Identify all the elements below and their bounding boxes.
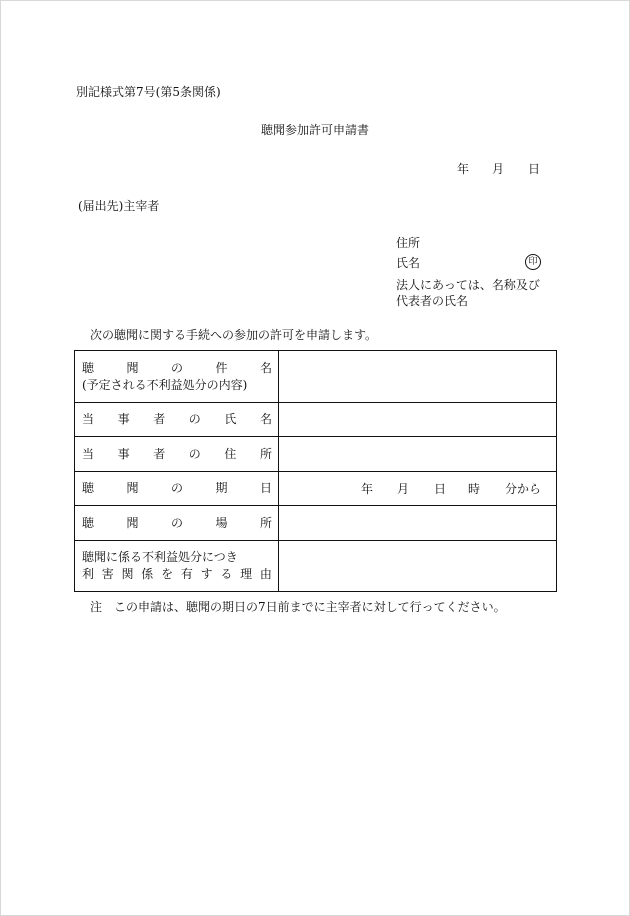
label-char: の bbox=[170, 515, 183, 530]
date-day-label: 日 bbox=[528, 162, 541, 176]
label-party-address bbox=[75, 437, 279, 472]
label-char: 当 bbox=[82, 412, 95, 426]
table-row-hearing-date bbox=[75, 472, 557, 506]
applicant-address-label: 住所 bbox=[396, 236, 421, 250]
label-interest-reason-line-2 bbox=[82, 566, 272, 583]
label-char: 係 bbox=[141, 567, 154, 581]
footer-note: 注 この申請は、聴聞の期日の7日前までに主宰者に対して行ってください。 bbox=[90, 600, 506, 614]
label-char: 聴 bbox=[82, 515, 95, 530]
label-char: 有 bbox=[180, 567, 193, 581]
label-char: の bbox=[188, 412, 201, 426]
label-char: 害 bbox=[101, 567, 114, 581]
date-month-label: 月 bbox=[492, 162, 505, 176]
label-char: 所 bbox=[259, 515, 272, 530]
label-char: 住 bbox=[224, 446, 237, 461]
label-char: 者 bbox=[153, 446, 166, 461]
table-row-party-address bbox=[75, 437, 557, 472]
field-hearing-subject[interactable] bbox=[279, 351, 557, 403]
field-interest-reason[interactable] bbox=[279, 541, 557, 592]
label-char: 関 bbox=[121, 567, 134, 581]
label-char: 者 bbox=[153, 412, 166, 426]
field-hearing-datetime[interactable] bbox=[279, 472, 557, 506]
seal-mark-icon: 印 bbox=[525, 254, 541, 270]
table-row-hearing-place bbox=[75, 506, 557, 541]
label-char: 理 bbox=[240, 567, 253, 581]
label-char: 聞 bbox=[126, 515, 139, 530]
date-year-label: 年 bbox=[457, 162, 470, 176]
label-char: 氏 bbox=[224, 412, 237, 426]
form-reference: 別記様式第7号(第5条関係) bbox=[76, 85, 221, 99]
label-char: 場 bbox=[215, 515, 228, 530]
datetime-month-label: 月 bbox=[397, 481, 410, 496]
label-char: る bbox=[220, 567, 233, 581]
label-hearing-subject bbox=[75, 351, 279, 403]
label-char: 期 bbox=[215, 481, 228, 495]
label-char: 聞 bbox=[126, 360, 139, 375]
intro-sentence: 次の聴聞に関する手続への参加の許可を申請します。 bbox=[90, 328, 378, 342]
label-char: 聴 bbox=[82, 481, 95, 495]
label-char: す bbox=[200, 567, 213, 581]
label-char: の bbox=[170, 360, 183, 375]
label-char: を bbox=[161, 567, 174, 581]
label-char: 事 bbox=[117, 446, 130, 461]
table-row-subject bbox=[75, 351, 557, 403]
datetime-day-label: 日 bbox=[434, 481, 447, 496]
label-char: 件 bbox=[215, 360, 228, 375]
addressee: (届出先)主宰者 bbox=[78, 199, 160, 213]
label-interest-reason bbox=[75, 541, 279, 592]
hearing-details-table bbox=[74, 350, 557, 592]
label-hearing-subject-sub: (予定される不利益処分の内容) bbox=[82, 377, 248, 392]
label-char: 所 bbox=[259, 446, 272, 461]
label-char: 日 bbox=[259, 481, 272, 495]
datetime-year-label: 年 bbox=[361, 481, 374, 496]
label-interest-reason-line-1: 聴聞に係る不利益処分につき bbox=[82, 550, 238, 564]
corporate-note-line-2: 代表者の氏名 bbox=[396, 294, 469, 308]
label-char: 聴 bbox=[82, 360, 95, 375]
field-hearing-place[interactable] bbox=[279, 506, 557, 541]
label-char: 当 bbox=[82, 446, 95, 461]
field-party-address[interactable] bbox=[279, 437, 557, 472]
label-char: 由 bbox=[259, 567, 272, 581]
corporate-note-line-1: 法人にあっては、名称及び bbox=[396, 278, 540, 292]
applicant-name-label: 氏名 bbox=[396, 256, 421, 270]
label-char: 名 bbox=[259, 412, 272, 426]
label-char: 名 bbox=[259, 360, 272, 375]
label-hearing-date bbox=[75, 472, 279, 506]
label-party-name bbox=[75, 403, 279, 437]
label-char: の bbox=[188, 446, 201, 461]
label-char: の bbox=[170, 481, 183, 495]
label-char: 聞 bbox=[126, 481, 139, 495]
table-row-interest-reason bbox=[75, 541, 557, 592]
datetime-minute-label: 分から bbox=[505, 481, 542, 496]
datetime-hour-label: 時 bbox=[468, 481, 481, 496]
document-title: 聴聞参加許可申請書 bbox=[260, 123, 369, 137]
label-char: 事 bbox=[117, 412, 130, 426]
label-hearing-place bbox=[75, 506, 279, 541]
field-party-name[interactable] bbox=[279, 403, 557, 437]
table-row-party-name bbox=[75, 403, 557, 437]
label-char: 利 bbox=[82, 567, 95, 581]
